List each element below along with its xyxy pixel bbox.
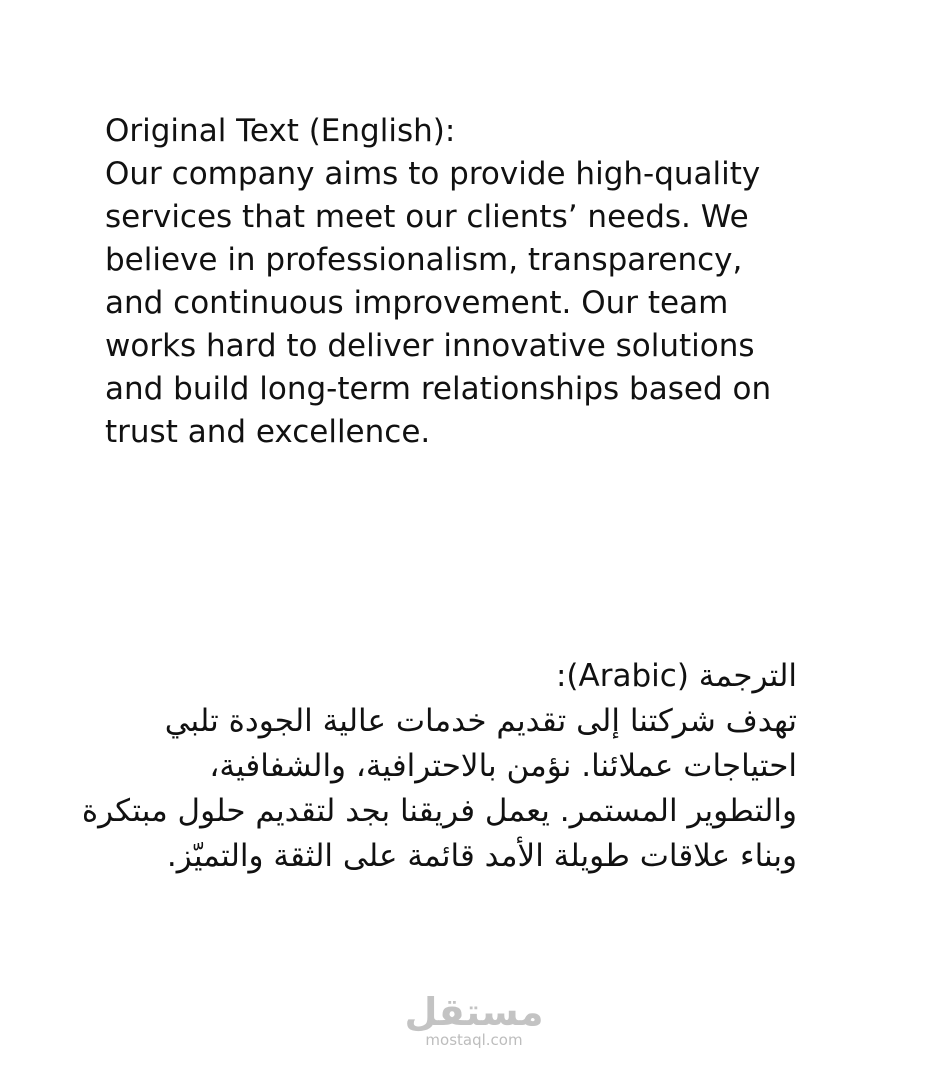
arabic-heading: الترجمة (Arabic): <box>555 658 797 694</box>
english-heading: Original Text (English): <box>105 113 456 149</box>
english-line: and continuous improvement. Our team <box>105 285 729 321</box>
english-line: and build long-term relationships based on <box>105 371 772 407</box>
english-line: trust and excellence. <box>105 414 431 450</box>
arabic-translation-text <box>60 654 797 879</box>
watermark-site: mostaql.com <box>425 1031 523 1049</box>
english-line: works hard to deliver innovative solutions <box>105 328 755 364</box>
arabic-line: تهدف شركتنا إلى تقديم خدمات عالية الجودة تلبي <box>164 703 797 739</box>
arabic-line: والتطوير المستمر. يعمل فريقنا بجد لتقديم حلول مبتكرة <box>81 793 797 829</box>
watermark-logo: مستقل <box>404 990 544 1034</box>
english-line: services that meet our clients’ needs. We <box>105 199 749 235</box>
english-line: believe in professionalism, transparency, <box>105 242 743 278</box>
mostaql-watermark <box>374 992 574 1048</box>
english-line: Our company aims to provide high-quality <box>105 156 761 192</box>
arabic-line: وبناء علاقات طويلة الأمد قائمة على الثقة والتميّز. <box>166 838 797 874</box>
arabic-line: احتياجات عملائنا. نؤمن بالاحترافية، والشفافية، <box>209 748 797 784</box>
english-original-text <box>105 110 825 454</box>
